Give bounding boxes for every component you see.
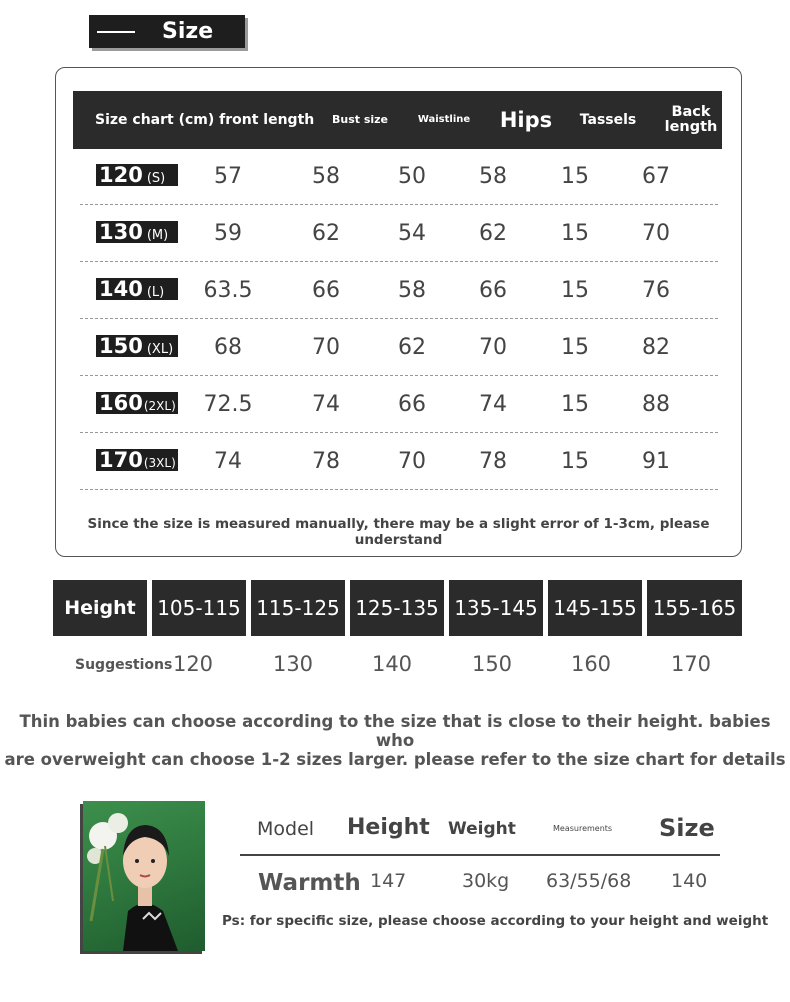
- size-cell: 74: [479, 392, 507, 417]
- col-bust: Bust size: [331, 113, 389, 127]
- size-cell: 15: [561, 278, 589, 303]
- size-cell: 57: [214, 164, 242, 189]
- suggestions-label: Suggestions: [75, 657, 173, 673]
- size-cell: 67: [642, 164, 670, 189]
- suggested-size: 120: [172, 652, 214, 676]
- size-label: [96, 164, 178, 186]
- size-label: [96, 335, 178, 357]
- size-cell: 63.5: [203, 278, 253, 303]
- size-cell: 91: [642, 449, 670, 474]
- suggested-size: 150: [471, 652, 513, 676]
- size-number: 170: [99, 448, 143, 472]
- model-photo-illustration: [83, 801, 205, 951]
- size-cell: 58: [479, 164, 507, 189]
- size-cell: 74: [214, 449, 242, 474]
- measurements-header: Measurements: [553, 824, 613, 833]
- size-cell: 82: [642, 335, 670, 360]
- tag-dash: [97, 31, 135, 33]
- size-ps-note: Ps: for specific size, please choose according to your height and weight: [222, 913, 769, 929]
- size-code: (S): [146, 171, 166, 186]
- size-cell: 88: [642, 392, 670, 417]
- size-cell: 78: [479, 449, 507, 474]
- height-range-cell: 115-125: [251, 580, 345, 636]
- size-cell: 66: [398, 392, 426, 417]
- size-row: [80, 319, 718, 376]
- advice-line-2: are overweight can choose 1-2 sizes larger. please refer to the size chart for details: [4, 750, 786, 769]
- model-header: Model: [257, 818, 315, 840]
- size-row: [80, 376, 718, 433]
- size-cell: 70: [642, 221, 670, 246]
- size-code: (3XL): [143, 456, 176, 470]
- size-cell: 72.5: [203, 392, 253, 417]
- model-size: 140: [671, 870, 708, 892]
- size-row: [80, 262, 718, 319]
- size-advice: [0, 712, 790, 769]
- model-height: 147: [370, 870, 407, 892]
- measurement-note: Since the size is measured manually, there may be a slight error of 1-3cm, please understand: [87, 516, 710, 548]
- advice-line-1: Thin babies can choose according to the size that is close to their height. babies who: [19, 712, 771, 750]
- col-tassels: Tassels: [579, 111, 637, 128]
- size-cell: 70: [398, 449, 426, 474]
- size-label: [96, 392, 178, 414]
- size-number: 160: [99, 391, 143, 415]
- size-cell: 62: [398, 335, 426, 360]
- size-cell: 78: [312, 449, 340, 474]
- size-cell: 70: [479, 335, 507, 360]
- suggested-size: 170: [670, 652, 712, 676]
- size-cell: 54: [398, 221, 426, 246]
- height-range-cell: 105-115: [152, 580, 246, 636]
- size-cell: 68: [214, 335, 242, 360]
- model-table-divider: [240, 854, 720, 856]
- col-back-length: Back length: [664, 103, 718, 135]
- section-title: Size: [162, 19, 214, 44]
- size-code: (M): [146, 228, 169, 243]
- height-header: Height: [347, 815, 430, 840]
- size-cell: 74: [312, 392, 340, 417]
- model-weight: 30kg: [462, 870, 510, 892]
- size-cell: 62: [479, 221, 507, 246]
- size-row: [80, 433, 718, 490]
- size-chart-header: [73, 91, 722, 149]
- size-cell: 58: [398, 278, 426, 303]
- height-range-cell: 125-135: [350, 580, 444, 636]
- size-label: [96, 278, 178, 300]
- size-number: 120: [99, 163, 143, 187]
- model-measurements: 63/55/68: [546, 870, 632, 892]
- col-waist: Waistline: [417, 113, 471, 125]
- size-cell: 59: [214, 221, 242, 246]
- size-number: 150: [99, 334, 143, 358]
- suggested-size: 130: [272, 652, 314, 676]
- size-cell: 66: [479, 278, 507, 303]
- size-cell: 15: [561, 392, 589, 417]
- suggested-size: 160: [570, 652, 612, 676]
- size-cell: 50: [398, 164, 426, 189]
- size-number: 130: [99, 220, 143, 244]
- model-name: Warmth: [258, 870, 361, 896]
- model-photo: [83, 801, 205, 951]
- size-cell: 58: [312, 164, 340, 189]
- suggested-size: 140: [371, 652, 413, 676]
- size-cell: 76: [642, 278, 670, 303]
- height-label-cell: Height: [53, 580, 147, 636]
- weight-header: Weight: [448, 819, 516, 839]
- size-cell: 62: [312, 221, 340, 246]
- size-code: (L): [146, 285, 165, 300]
- col-front-length: Size chart (cm) front length: [95, 111, 315, 128]
- size-cell: 15: [561, 164, 589, 189]
- size-row: [80, 205, 718, 262]
- height-range-cell: 155-165: [647, 580, 742, 636]
- size-header: Size: [659, 814, 715, 842]
- size-cell: 66: [312, 278, 340, 303]
- size-cell: 15: [561, 335, 589, 360]
- col-hips: Hips: [499, 107, 553, 132]
- size-label: [96, 449, 178, 471]
- size-code: (XL): [146, 342, 174, 357]
- size-cell: 70: [312, 335, 340, 360]
- size-label: [96, 221, 178, 243]
- size-code: (2XL): [143, 399, 176, 413]
- size-cell: 15: [561, 449, 589, 474]
- size-number: 140: [99, 277, 143, 301]
- size-cell: 15: [561, 221, 589, 246]
- height-range-cell: 145-155: [548, 580, 642, 636]
- height-range-cell: 135-145: [449, 580, 543, 636]
- size-row: [80, 148, 718, 205]
- size-section-tag: [89, 15, 245, 48]
